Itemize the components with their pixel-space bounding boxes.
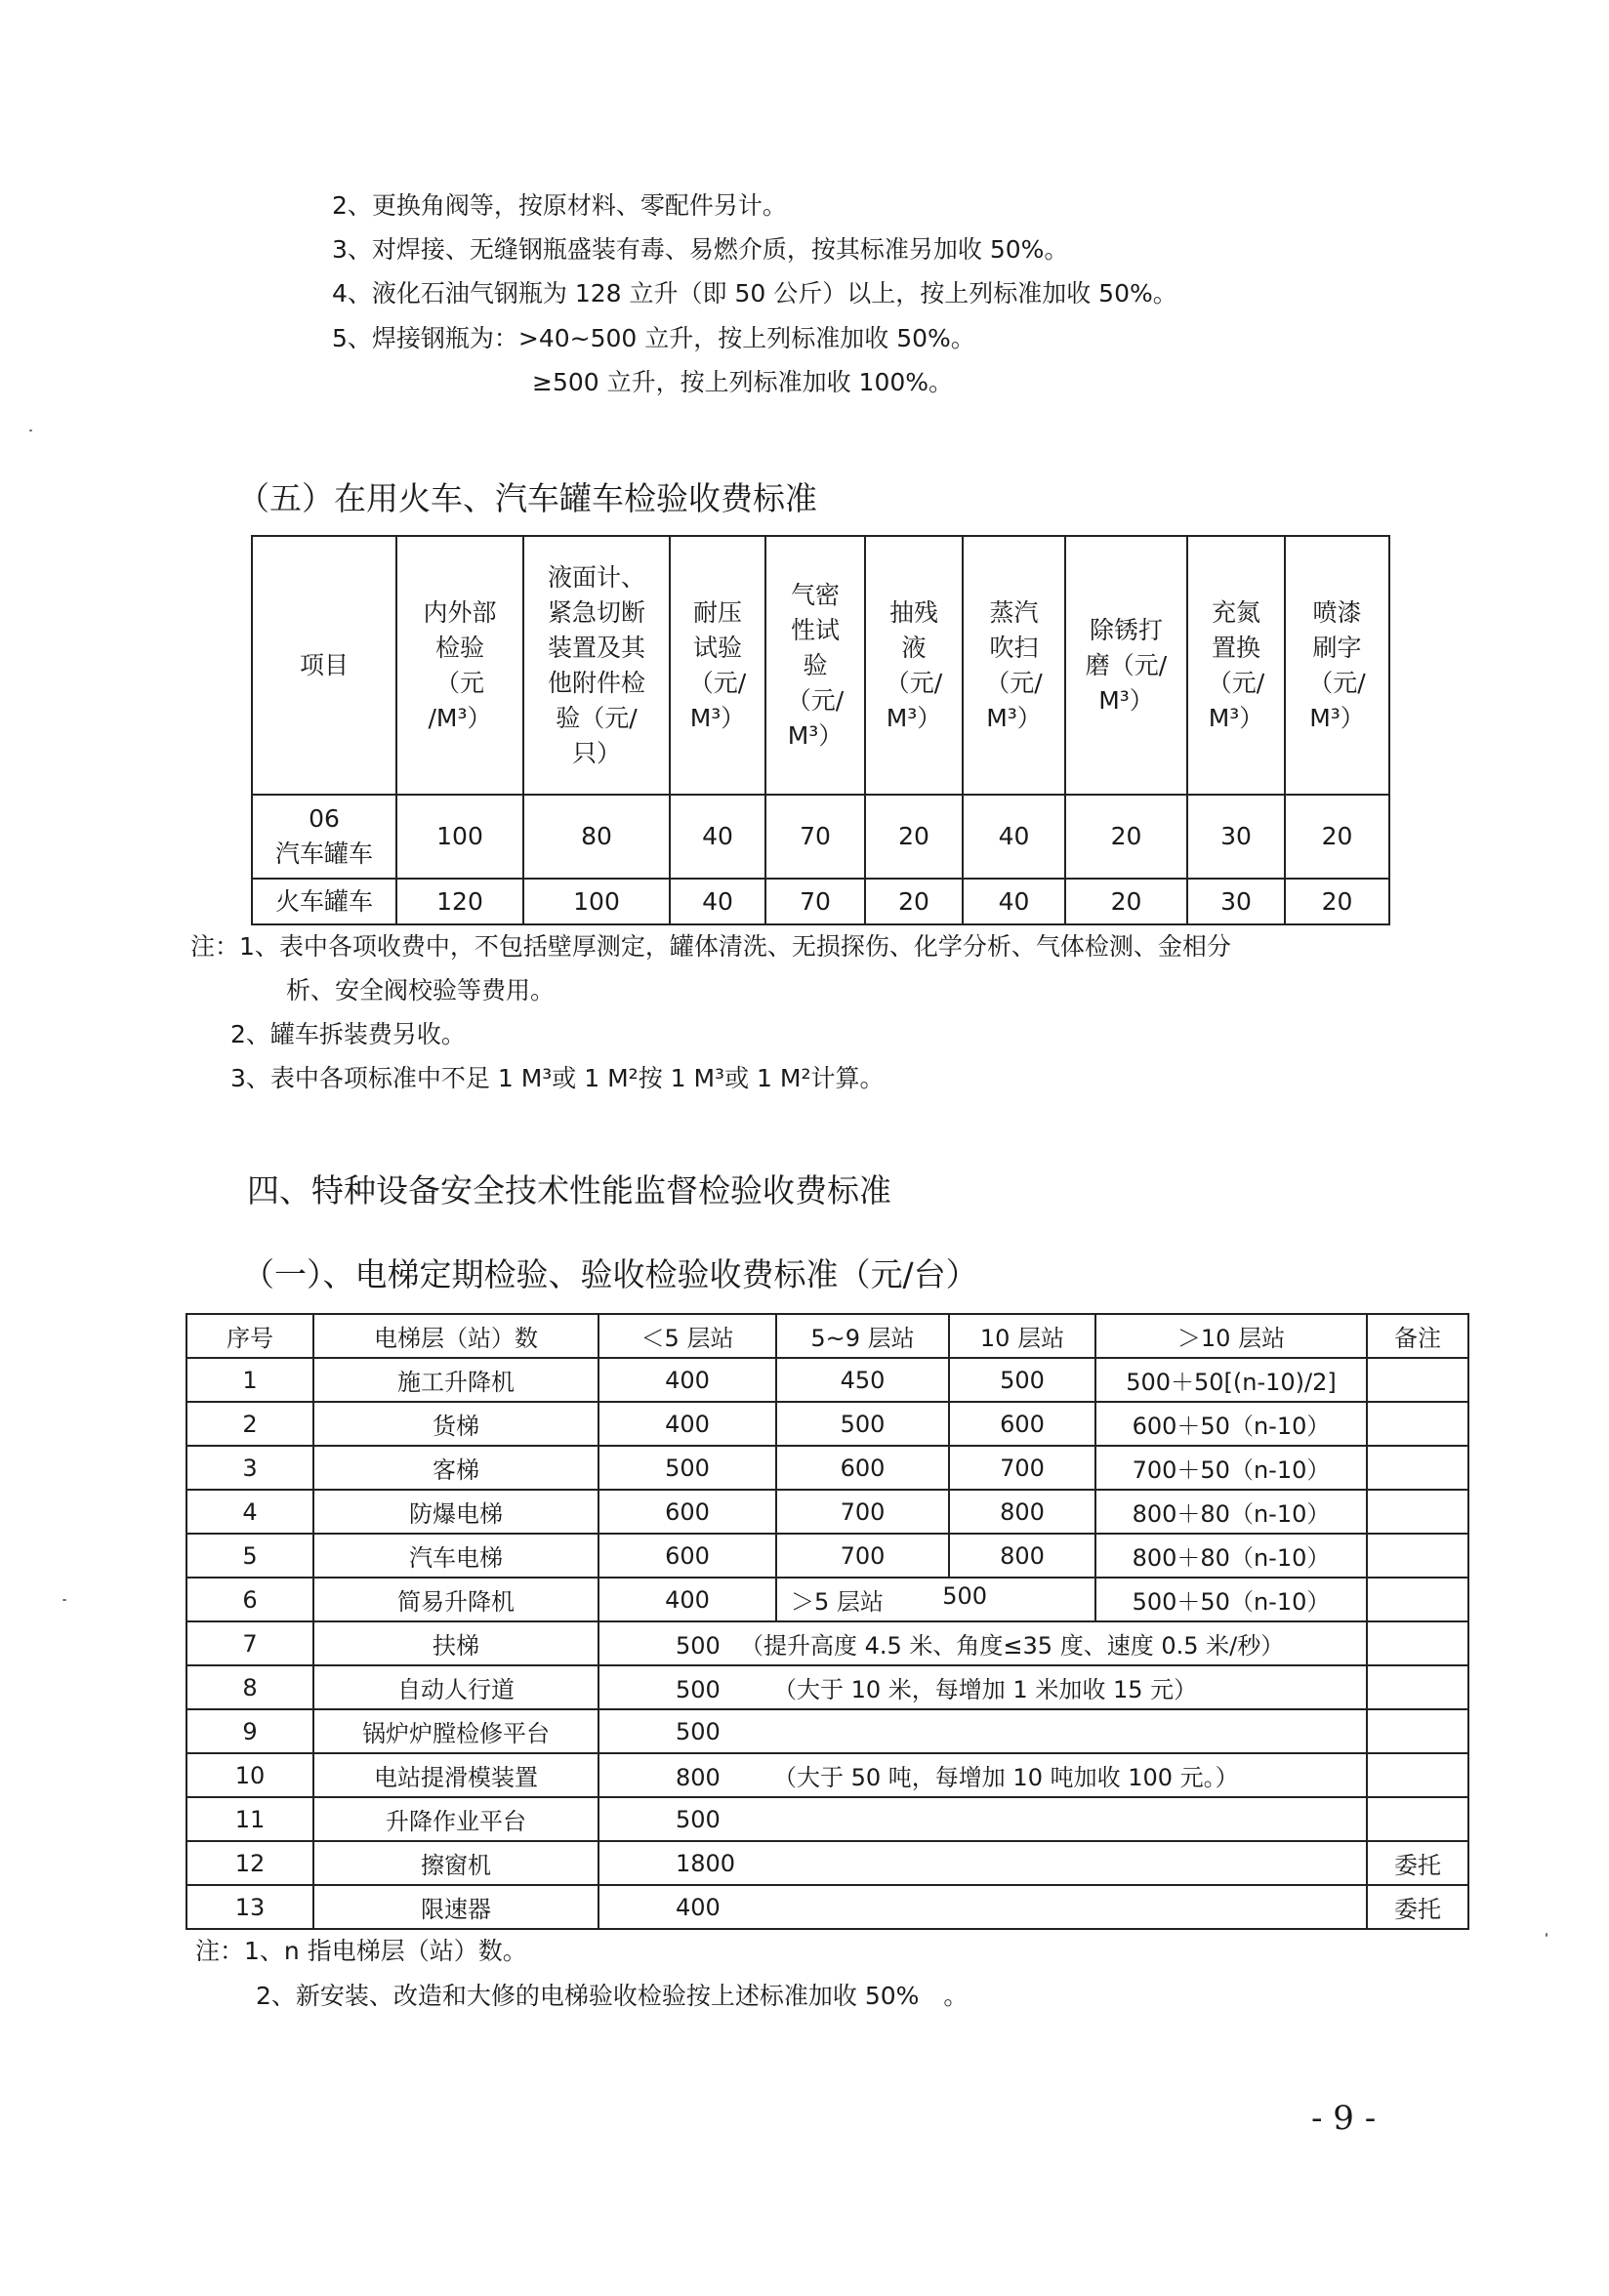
fee-cell: 80 [523,795,670,879]
remark [1367,1402,1468,1446]
fee-cell: 20 [865,795,963,879]
fee-over-10: 700＋50（n-10） [1095,1446,1367,1490]
column-header [1285,536,1389,795]
fee-with-note [598,1753,1367,1797]
fee-cell: 20 [865,879,963,924]
merged-fee-label: ＞5 层站 [791,1588,884,1616]
column-header-line: 装置及其 [547,633,645,662]
column-header-line: M³） [787,720,844,750]
column-header-line: （元/ [985,668,1043,697]
column-header-line: （元 [434,668,484,697]
fee-cell: 20 [1285,795,1389,879]
elevator-type: 扶梯 [313,1621,598,1665]
column-header [396,536,523,795]
column-header: 备注 [1367,1314,1468,1358]
row-label: 汽车罐车 [274,840,373,868]
remark [1367,1446,1468,1490]
fee-5-to-9: 500 [776,1402,949,1446]
column-header-line: 抽残 [888,597,938,627]
remark [1367,1665,1468,1709]
elevator-type: 客梯 [313,1446,598,1490]
table-row [252,795,1389,879]
column-header-line: 验 [803,650,828,679]
column-header-line: 液面计、 [547,562,645,592]
fee-cell: 40 [963,795,1065,879]
fee-value: 500 [676,1632,721,1660]
table-row [186,1885,1468,1929]
merged-fee-value: 500 [942,1582,987,1610]
fee-10: 700 [949,1446,1095,1490]
column-header-line: 验（元/ [556,703,638,732]
column-header-line: 项目 [299,650,349,679]
column-header [1187,536,1285,795]
column-header [865,536,963,795]
column-header-line: （元/ [885,668,943,697]
table-row [186,1402,1468,1446]
remark: 委托 [1367,1885,1468,1929]
column-header: ＞10 层站 [1095,1314,1367,1358]
remark: 委托 [1367,1841,1468,1885]
top-note-2: 2、更换角阀等，按原材料、零配件另计。 [332,191,787,220]
column-header [523,536,670,795]
column-header: 10 层站 [949,1314,1095,1358]
column-header-line: （元/ [688,668,747,697]
table1-note-3: 3、表中各项标准中不足 1 M³或 1 M²按 1 M³或 1 M²计算。 [230,1064,885,1092]
merged-fee-content [777,1582,1094,1617]
elevator-type: 防爆电梯 [313,1490,598,1534]
column-header-line: /M³） [428,703,492,732]
scan-speck [1546,1933,1547,1937]
fee-under-5: 400 [598,1358,776,1402]
table-row [252,879,1389,924]
table-header-row [252,536,1389,795]
column-header-line: 除锈打 [1089,615,1163,644]
row-number: 11 [186,1797,313,1841]
elevator-type: 简易升降机 [313,1578,598,1621]
column-header-line: 液 [901,633,927,662]
fee-note: （大于 50 吨，每增加 10 吨加收 100 元。） [773,1764,1239,1791]
column-header-line: （元/ [1308,668,1366,697]
row-number: 2 [186,1402,313,1446]
scan-speck [29,430,32,431]
fee-over-10: 500＋50（n-10） [1095,1578,1367,1621]
column-header-line: M³） [1098,685,1154,715]
row-number: 4 [186,1490,313,1534]
section-subtitle-elevator: （一）、电梯定期检验、验收检验收费标准（元/台） [242,1255,978,1293]
fee-note: （大于 10 米，每增加 1 米加收 15 元） [773,1676,1198,1703]
fee-cell: 70 [765,879,865,924]
column-header-line: 蒸汽 [989,597,1039,627]
column-header: 序号 [186,1314,313,1358]
row-number: 7 [186,1621,313,1665]
fee-cell: 40 [963,879,1065,924]
remark [1367,1621,1468,1665]
column-header-line: 充氮 [1211,597,1260,627]
column-header-line: 他附件检 [547,668,645,697]
table-row [186,1841,1468,1885]
fee-5-to-9: 700 [776,1534,949,1578]
fee-over-10: 500＋50[(n-10)/2] [1095,1358,1367,1402]
fee-with-note [598,1665,1367,1709]
fee-cell: 120 [396,879,523,924]
section-title-special-equipment: 四、特种设备安全技术性能监督检验收费标准 [247,1171,891,1210]
column-header [670,536,765,795]
column-header-line: 检验 [434,633,484,662]
fee-5-to-9: 700 [776,1490,949,1534]
column-header-line: （元/ [786,685,845,715]
merged-fee-cell [776,1578,1095,1621]
table-row [186,1490,1468,1534]
column-header-line: M³） [986,703,1042,732]
table-row [186,1753,1468,1797]
top-note-5b: ≥500 立升，按上列标准加收 100%。 [532,368,954,396]
row-code: 06 [309,804,340,833]
fee-cell: 30 [1187,879,1285,924]
table-row [186,1797,1468,1841]
column-header-line: 喷漆 [1312,597,1362,627]
table-header-row [186,1314,1468,1358]
elevator-type: 电站提滑模装置 [313,1753,598,1797]
top-note-3: 3、对焊接、无缝钢瓶盛装有毒、易燃介质，按其标准另加收 50%。 [332,235,1069,264]
column-header [963,536,1065,795]
table1-note-2: 2、罐车拆装费另收。 [230,1020,466,1048]
column-header [252,536,396,795]
elevator-type: 施工升降机 [313,1358,598,1402]
table-row [186,1534,1468,1578]
remark [1367,1358,1468,1402]
row-label-cell [252,795,396,879]
column-header: ＜5 层站 [598,1314,776,1358]
row-number: 8 [186,1665,313,1709]
fee-cell: 40 [670,795,765,879]
remark [1367,1578,1468,1621]
elevator-type: 自动人行道 [313,1665,598,1709]
fee-value: 500 [676,1717,721,1745]
row-number: 1 [186,1358,313,1402]
fee-10: 600 [949,1402,1095,1446]
row-number: 10 [186,1753,313,1797]
column-header-line: M³） [1208,703,1264,732]
column-header-line: 只） [571,738,621,767]
scan-speck [62,1599,66,1601]
column-header-line: 磨（元/ [1085,650,1168,679]
table2-note-1: 注：1、n 指电梯层（站）数。 [195,1937,527,1965]
table-row [186,1665,1468,1709]
fee-cell: 30 [1187,795,1285,879]
table1-note-1-cont: 析、安全阀校验等费用。 [286,976,556,1004]
fee-with-note [598,1621,1367,1665]
remark [1367,1709,1468,1753]
column-header-line: 性试 [790,615,840,644]
table2-note-2: 2、新安装、改造和大修的电梯验收检验按上述标准加收 50% 。 [256,1982,969,2010]
column-header-line: 耐压 [692,597,742,627]
column-header-line: 刷字 [1312,633,1362,662]
row-label-cell [252,879,396,924]
column-header-line: M³） [1309,703,1365,732]
tank-car-fee-table [251,535,1390,925]
fee-10: 500 [949,1358,1095,1402]
fee-under-5: 500 [598,1446,776,1490]
column-header-line: 置换 [1211,633,1260,662]
table-row [186,1578,1468,1621]
fee-over-10: 600＋50（n-10） [1095,1402,1367,1446]
fee-cell: 20 [1065,795,1187,879]
table-row [186,1621,1468,1665]
table1-note-1: 注：1、表中各项收费中，不包括壁厚测定，罐体清洗、无损探伤、化学分析、气体检测、金相分 [190,932,1231,961]
column-header: 电梯层（站）数 [313,1314,598,1358]
elevator-type: 货梯 [313,1402,598,1446]
elevator-fee-table [186,1313,1469,1930]
row-number: 3 [186,1446,313,1490]
top-note-4: 4、液化石油气钢瓶为 128 立升（即 50 公斤）以上，按上列标准加收 50%。 [332,279,1177,308]
elevator-type: 锅炉炉膛检修平台 [313,1709,598,1753]
column-header-line: （元/ [1207,668,1265,697]
row-number: 13 [186,1885,313,1929]
fee-cell: 100 [523,879,670,924]
fee-value: 1800 [676,1849,736,1877]
remark [1367,1797,1468,1841]
column-header-line: 试验 [692,633,742,662]
fee-10: 800 [949,1490,1095,1534]
fee-5-to-9: 600 [776,1446,949,1490]
column-header-line: 内外部 [423,597,497,627]
fee-cell: 40 [670,879,765,924]
top-note-5: 5、焊接钢瓶为：>40~500 立升，按上列标准加收 50%。 [332,324,975,352]
fee-value: 800 [676,1764,721,1791]
fee-value: 500 [676,1805,721,1833]
row-label: 火车罐车 [274,886,373,916]
column-header-line: M³） [886,703,942,732]
fee-with-note [598,1841,1367,1885]
fee-under-5: 600 [598,1490,776,1534]
fee-under-5: 400 [598,1578,776,1621]
column-header [1065,536,1187,795]
fee-cell: 20 [1285,879,1389,924]
column-header [765,536,865,795]
fee-cell: 100 [396,795,523,879]
fee-note: （提升高度 4.5 米、角度≤35 度、速度 0.5 米/秒） [740,1632,1285,1660]
fee-over-10: 800＋80（n-10） [1095,1490,1367,1534]
remark [1367,1490,1468,1534]
elevator-type: 升降作业平台 [313,1797,598,1841]
table-row [186,1709,1468,1753]
page-number: - 9 - [1311,2099,1377,2138]
fee-with-note [598,1885,1367,1929]
row-number: 9 [186,1709,313,1753]
fee-value: 500 [676,1676,721,1703]
column-header-line: 气密 [790,580,840,609]
fee-cell: 70 [765,795,865,879]
column-header-line: 吹扫 [989,633,1039,662]
row-number: 6 [186,1578,313,1621]
fee-under-5: 600 [598,1534,776,1578]
row-number: 12 [186,1841,313,1885]
section-title-tank-cars: （五）在用火车、汽车罐车检验收费标准 [237,479,817,517]
fee-cell: 20 [1065,879,1187,924]
elevator-type: 限速器 [313,1885,598,1929]
fee-value: 400 [676,1893,721,1921]
fee-over-10: 800＋80（n-10） [1095,1534,1367,1578]
column-header: 5~9 层站 [776,1314,949,1358]
fee-5-to-9: 450 [776,1358,949,1402]
fee-10: 800 [949,1534,1095,1578]
column-header-line: 紧急切断 [547,597,645,627]
elevator-type: 擦窗机 [313,1841,598,1885]
fee-with-note [598,1709,1367,1753]
remark [1367,1753,1468,1797]
elevator-type: 汽车电梯 [313,1534,598,1578]
table-row [186,1358,1468,1402]
fee-with-note [598,1797,1367,1841]
remark [1367,1534,1468,1578]
column-header-line: M³） [689,703,746,732]
row-number: 5 [186,1534,313,1578]
table-row [186,1446,1468,1490]
fee-under-5: 400 [598,1402,776,1446]
